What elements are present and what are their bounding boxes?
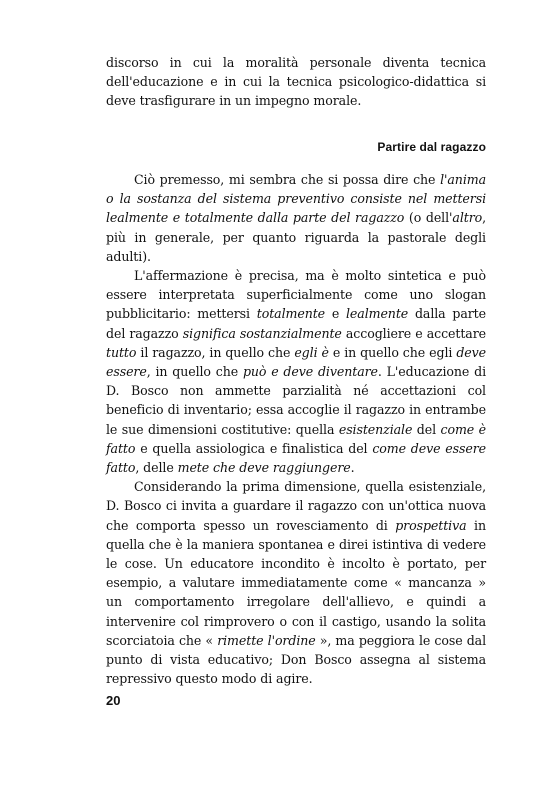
text-run: Ciò premesso, mi sembra che si possa dire che	[134, 172, 441, 187]
italic-text-run: esistenziale	[338, 421, 413, 437]
text-run: Considerando la prima dimensione, quella esistenziale, D. Bosco ci invita a guardare il ragazzo con un'ottica nuova che comporta spesso un rovesciamento di	[106, 479, 486, 533]
italic-text-run: totalmente	[256, 306, 326, 322]
text-run: in quella che è la maniera spontanea e direi istintiva di vedere le cose. Un educatore incondito è incolto è portato, per esempio, a valutare immediatamente come « mancanza » un comportamento irregolare dell'allievo, e quindi a intervenire col rimprovero o con il castigo, usando la solita scorciatoia che «	[106, 517, 486, 648]
section-heading: Partire dal ragazzo	[377, 140, 486, 154]
text-run: del	[412, 421, 441, 437]
text-run: e quella assiologica e finalistica del	[135, 440, 373, 456]
text-run: , delle	[135, 460, 178, 476]
italic-text-run: come è fatto	[106, 421, 486, 456]
italic-text-run: come deve essere fatto	[106, 440, 486, 476]
italic-text-run: tutto	[106, 344, 137, 360]
paragraph-2	[106, 266, 486, 477]
paragraph-1	[106, 170, 486, 266]
italic-text-run: può e deve diventare	[242, 364, 378, 380]
italic-text-run: l'anima o la sostanza del sistema preventivo consiste nel mettersi lealmente e totalmente dalla parte del ragazzo	[106, 172, 486, 226]
text-run: L'affermazione è precisa, ma è molto sintetica e può essere interpretata superficialmente come uno slogan pubblicitario: mettersi	[106, 268, 486, 322]
paragraph-3	[106, 477, 486, 688]
intro-paragraph	[106, 53, 486, 111]
text-run: . L'educazione di D. Bosco non ammette parzialità né accettazioni col beneficio di inventario; essa accoglie il ragazzo in entrambe le sue dimensioni costitutive: quella	[106, 364, 486, 437]
text-run: (o dell'	[404, 210, 453, 226]
text-run: e	[325, 306, 346, 322]
italic-text-run: prospettiva	[395, 517, 467, 533]
italic-text-run: lealmente	[346, 306, 409, 322]
page-number: 20	[106, 693, 121, 708]
text-run: il ragazzo, in quello che	[136, 344, 295, 360]
text-run: dalla parte del ragazzo	[106, 306, 486, 341]
section-body	[106, 170, 486, 688]
italic-text-run: rimette l'ordine	[217, 632, 316, 648]
italic-text-run: mete che deve raggiungere	[177, 460, 351, 476]
intro-text	[106, 53, 486, 111]
text-run: , in quello che	[146, 364, 243, 380]
italic-text-run: significa sostanzialmente	[182, 325, 342, 341]
text-run: , più in generale, per quanto riguarda la pastorale degli adulti).	[106, 210, 487, 264]
italic-text-run: altro	[452, 210, 483, 226]
italic-text-run: deve essere	[106, 344, 486, 380]
text-run: e in quello che egli	[328, 344, 457, 360]
text-run: », ma peggiora le cose dal punto di vista educativo; Don Bosco assegna al sistema repressivo questo modo di agire.	[106, 632, 487, 687]
text-run: discorso in cui la moralità personale diventa tecnica dell'educazione e in cui la tecnica psicologico-didattica si deve trasfigurare in un impegno morale.	[106, 55, 486, 109]
text-run: accogliere e accettare	[341, 325, 486, 341]
text-run: .	[350, 460, 355, 476]
italic-text-run: egli è	[294, 344, 329, 360]
